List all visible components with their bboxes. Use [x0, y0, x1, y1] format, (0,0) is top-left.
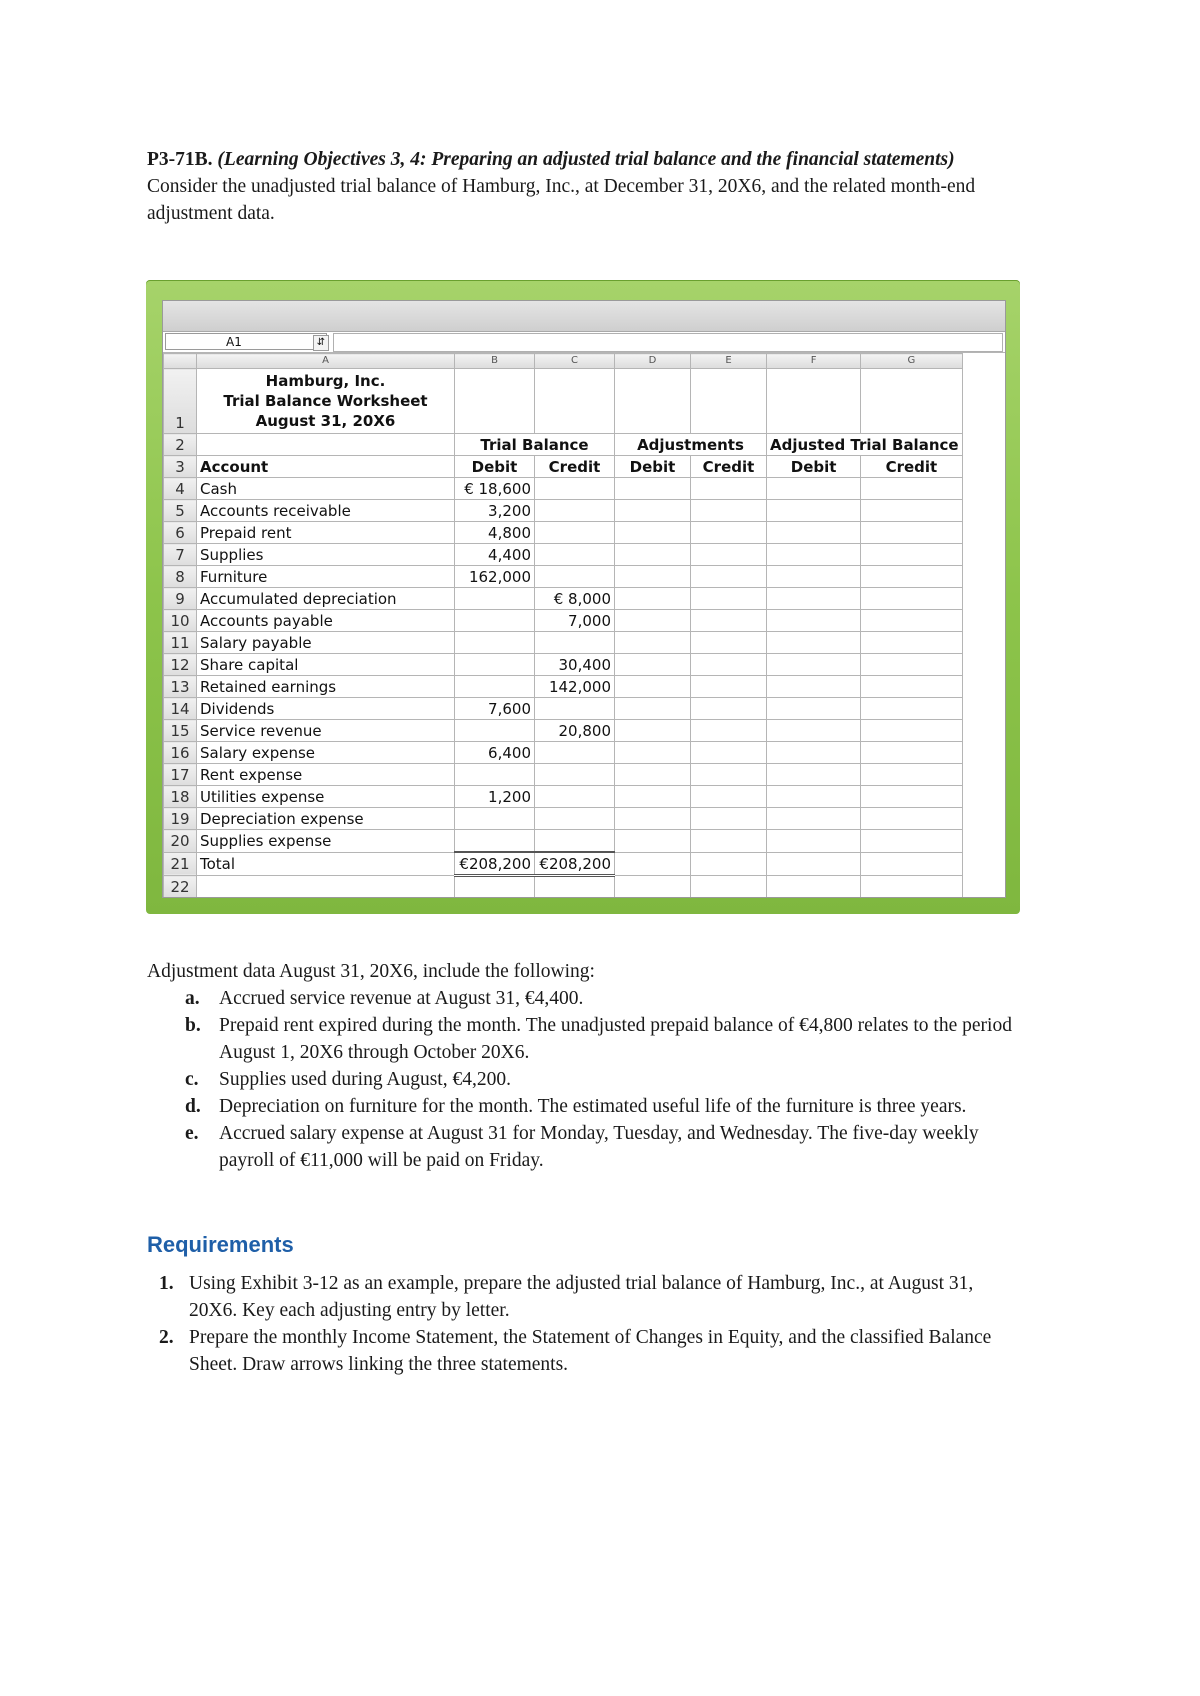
cell[interactable] [615, 830, 691, 853]
column-header[interactable]: A [197, 354, 455, 369]
column-header[interactable]: C [535, 354, 615, 369]
cell[interactable] [691, 786, 767, 808]
cell[interactable] [767, 720, 861, 742]
table-row [164, 876, 963, 899]
cell[interactable] [767, 369, 861, 434]
cell[interactable] [691, 610, 767, 632]
account-cell[interactable]: Accounts payable [197, 610, 455, 632]
cell[interactable] [767, 500, 861, 522]
adjustment-item [147, 985, 1027, 1012]
cell[interactable] [861, 876, 962, 899]
row-number[interactable]: 17 [164, 764, 197, 786]
problem-intro [147, 146, 997, 227]
debit-header: Debit [455, 456, 535, 478]
credit-cell[interactable] [535, 522, 615, 544]
cell[interactable] [767, 632, 861, 654]
adjusted-trial-balance-header: Adjusted Trial Balance [767, 434, 963, 456]
requirement-item [147, 1324, 1007, 1378]
cell[interactable] [615, 698, 691, 720]
row-number[interactable]: 9 [164, 588, 197, 610]
table-row [164, 610, 963, 632]
table-row [164, 566, 963, 588]
table-row [164, 522, 963, 544]
cell[interactable] [691, 830, 767, 853]
cell[interactable] [861, 522, 962, 544]
cell[interactable] [861, 610, 962, 632]
adjustment-text: Depreciation on furniture for the month. The estimated useful life of the furniture is three years. [219, 1096, 967, 1117]
requirement-item [147, 1270, 1007, 1324]
cell[interactable] [615, 676, 691, 698]
credit-cell[interactable] [535, 698, 615, 720]
account-cell[interactable]: Salary expense [197, 742, 455, 764]
row-number[interactable]: 5 [164, 500, 197, 522]
cell[interactable] [767, 742, 861, 764]
name-box[interactable]: A1 [165, 333, 327, 350]
cell[interactable] [615, 808, 691, 830]
cell[interactable] [861, 720, 962, 742]
cell[interactable] [861, 698, 962, 720]
row-number[interactable]: 16 [164, 742, 197, 764]
adjustment-item [147, 1066, 1027, 1093]
cell[interactable] [691, 566, 767, 588]
row-number[interactable]: 2 [164, 434, 197, 456]
credit-cell[interactable] [535, 478, 615, 500]
credit-cell[interactable] [535, 764, 615, 786]
spreadsheet [162, 300, 1006, 898]
cell[interactable] [691, 522, 767, 544]
debit-cell[interactable]: 6,400 [455, 742, 535, 764]
adjustment-label: b. [185, 1015, 201, 1036]
adjustment-text: Accrued salary expense at August 31 for Monday, Tuesday, and Wednesday. The five-day weekly payroll of €11,000 will be paid on Friday. [219, 1123, 979, 1171]
adjustment-list [147, 985, 1027, 1174]
account-cell[interactable]: Depreciation expense [197, 808, 455, 830]
table-row [164, 588, 963, 610]
credit-header: Credit [861, 456, 962, 478]
debit-cell[interactable] [455, 808, 535, 830]
cell[interactable] [615, 852, 691, 876]
adjustment-label: d. [185, 1096, 201, 1117]
table-row [164, 808, 963, 830]
adjustment-item [147, 1093, 1027, 1120]
row-number[interactable]: 11 [164, 632, 197, 654]
row-number[interactable]: 4 [164, 478, 197, 500]
debit-cell[interactable] [455, 764, 535, 786]
account-cell[interactable]: Salary payable [197, 632, 455, 654]
cell[interactable] [767, 808, 861, 830]
cell[interactable] [767, 478, 861, 500]
adjustment-intro: Adjustment data August 31, 20X6, include the following: [147, 961, 595, 982]
table-row [164, 676, 963, 698]
credit-header: Credit [691, 456, 767, 478]
credit-cell[interactable] [535, 566, 615, 588]
cell[interactable] [615, 522, 691, 544]
problem-text: Consider the unadjusted trial balance of Hamburg, Inc., at December 31, 20X6, and the related month-end adjustment data. [147, 176, 976, 224]
table-row [164, 434, 963, 456]
table-row [164, 654, 963, 676]
account-rows [164, 478, 963, 876]
adjustment-text: Prepaid rent expired during the month. The unadjusted prepaid balance of €4,800 relates to the period August 1, 20X6 through October 20X6. [219, 1015, 1012, 1063]
select-all-corner[interactable] [164, 354, 197, 369]
table-row [164, 786, 963, 808]
spreadsheet-toolbar [163, 301, 1005, 332]
cell[interactable] [615, 786, 691, 808]
cell[interactable] [767, 654, 861, 676]
debit-cell[interactable]: 7,600 [455, 698, 535, 720]
cell[interactable] [861, 544, 962, 566]
cell[interactable] [535, 369, 615, 434]
debit-cell[interactable] [455, 610, 535, 632]
requirements-heading: Requirements [147, 1232, 294, 1257]
cell[interactable] [691, 852, 767, 876]
cell[interactable] [861, 654, 962, 676]
debit-cell[interactable] [455, 720, 535, 742]
cell[interactable] [615, 478, 691, 500]
cell[interactable] [615, 654, 691, 676]
account-cell[interactable]: Prepaid rent [197, 522, 455, 544]
debit-cell[interactable]: 162,000 [455, 566, 535, 588]
worksheet-date: August 31, 20X6 [255, 412, 396, 430]
requirement-number: 2. [159, 1327, 174, 1348]
cell[interactable] [767, 786, 861, 808]
row-number[interactable]: 21 [164, 852, 197, 876]
account-cell[interactable]: Furniture [197, 566, 455, 588]
credit-cell[interactable] [535, 830, 615, 853]
cell[interactable] [767, 698, 861, 720]
debit-cell[interactable]: € 18,600 [455, 478, 535, 500]
column-header[interactable]: G [861, 354, 962, 369]
cell[interactable] [615, 876, 691, 899]
table-row [164, 764, 963, 786]
table-row [164, 456, 963, 478]
cell[interactable] [861, 566, 962, 588]
requirements [147, 1270, 1007, 1378]
row-number[interactable]: 18 [164, 786, 197, 808]
credit-cell[interactable] [535, 742, 615, 764]
cell[interactable] [615, 720, 691, 742]
adjustment-label: c. [185, 1069, 199, 1090]
debit-cell[interactable] [455, 830, 535, 853]
row-number[interactable]: 3 [164, 456, 197, 478]
adjustment-label: e. [185, 1123, 199, 1144]
cell[interactable] [767, 588, 861, 610]
debit-cell[interactable] [455, 588, 535, 610]
requirement-text: Using Exhibit 3-12 as an example, prepare the adjusted trial balance of Hamburg, Inc., at August 31, 20X6. Key each adjusting entry by letter. [189, 1273, 974, 1321]
adjustments-header: Adjustments [615, 434, 767, 456]
cell[interactable] [861, 786, 962, 808]
worksheet-title [197, 369, 455, 434]
row-number[interactable]: 10 [164, 610, 197, 632]
debit-cell[interactable] [455, 676, 535, 698]
account-cell[interactable]: Cash [197, 478, 455, 500]
cell[interactable] [615, 544, 691, 566]
cell[interactable] [691, 698, 767, 720]
cell[interactable] [615, 610, 691, 632]
credit-cell[interactable] [535, 808, 615, 830]
cell[interactable] [691, 720, 767, 742]
column-header[interactable]: E [691, 354, 767, 369]
problem-number: P3-71B. [147, 149, 213, 170]
credit-cell[interactable]: 30,400 [535, 654, 615, 676]
column-header-row [164, 354, 963, 369]
table-row [164, 632, 963, 654]
debit-cell[interactable] [455, 654, 535, 676]
cell[interactable] [861, 478, 962, 500]
row-number[interactable]: 19 [164, 808, 197, 830]
row-number[interactable]: 1 [164, 369, 197, 434]
cell[interactable] [861, 808, 962, 830]
cell[interactable] [767, 852, 861, 876]
cell[interactable] [861, 742, 962, 764]
cell[interactable] [767, 876, 861, 899]
credit-cell[interactable]: 142,000 [535, 676, 615, 698]
cell[interactable] [197, 434, 455, 456]
requirement-text: Prepare the monthly Income Statement, the Statement of Changes in Equity, and the classified Balance Sheet. Draw arrows linking the three statements. [189, 1327, 992, 1375]
debit-cell[interactable]: 3,200 [455, 500, 535, 522]
cell[interactable] [691, 588, 767, 610]
cell[interactable] [691, 654, 767, 676]
debit-cell[interactable]: 1,200 [455, 786, 535, 808]
formula-bar [163, 332, 1005, 353]
cell[interactable] [861, 588, 962, 610]
cell[interactable] [615, 369, 691, 434]
row-number[interactable]: 6 [164, 522, 197, 544]
row-number[interactable]: 14 [164, 698, 197, 720]
account-cell[interactable]: Accumulated depreciation [197, 588, 455, 610]
cell[interactable] [691, 369, 767, 434]
credit-cell[interactable]: € 8,000 [535, 588, 615, 610]
debit-cell[interactable]: 4,400 [455, 544, 535, 566]
adjustment-text: Supplies used during August, €4,200. [219, 1069, 511, 1090]
credit-cell[interactable] [535, 500, 615, 522]
column-header[interactable]: F [767, 354, 861, 369]
cell[interactable] [455, 369, 535, 434]
cell[interactable] [615, 588, 691, 610]
credit-cell[interactable]: 20,800 [535, 720, 615, 742]
cell[interactable] [691, 676, 767, 698]
cell[interactable] [861, 676, 962, 698]
account-cell[interactable]: Utilities expense [197, 786, 455, 808]
row-number[interactable]: 12 [164, 654, 197, 676]
account-column-header: Account [197, 456, 455, 478]
table-row [164, 500, 963, 522]
cell[interactable] [767, 522, 861, 544]
account-cell[interactable]: Supplies [197, 544, 455, 566]
account-cell[interactable]: Rent expense [197, 764, 455, 786]
requirement-number: 1. [159, 1273, 174, 1294]
cell[interactable] [691, 544, 767, 566]
row-number[interactable]: 22 [164, 876, 197, 899]
table-row [164, 830, 963, 853]
cell[interactable] [691, 764, 767, 786]
cell[interactable] [861, 500, 962, 522]
cell[interactable] [767, 764, 861, 786]
cell[interactable] [767, 610, 861, 632]
account-cell[interactable]: Total [197, 852, 455, 876]
credit-header: Credit [535, 456, 615, 478]
cell[interactable] [861, 632, 962, 654]
requirements-list [147, 1270, 1007, 1378]
worksheet-grid [163, 353, 963, 898]
row-number[interactable]: 7 [164, 544, 197, 566]
credit-cell[interactable] [535, 544, 615, 566]
cell[interactable] [767, 566, 861, 588]
cell[interactable] [691, 478, 767, 500]
debit-cell[interactable]: €208,200 [455, 852, 535, 876]
account-cell[interactable]: Retained earnings [197, 676, 455, 698]
trial-balance-header: Trial Balance [455, 434, 615, 456]
cell[interactable] [861, 764, 962, 786]
adjustment-data [147, 958, 1027, 1174]
cell[interactable] [535, 876, 615, 899]
table-row [164, 852, 963, 876]
credit-cell[interactable] [535, 632, 615, 654]
debit-header: Debit [615, 456, 691, 478]
debit-cell[interactable]: 4,800 [455, 522, 535, 544]
cell[interactable] [861, 852, 962, 876]
adjustment-item [147, 1012, 1027, 1066]
debit-cell[interactable] [455, 632, 535, 654]
adjustment-label: a. [185, 988, 200, 1009]
company-name: Hamburg, Inc. [265, 372, 386, 390]
worksheet-name: Trial Balance Worksheet [223, 392, 428, 410]
row-number[interactable]: 8 [164, 566, 197, 588]
cell[interactable] [691, 742, 767, 764]
table-row [164, 742, 963, 764]
cell[interactable] [615, 566, 691, 588]
cell[interactable] [615, 764, 691, 786]
cell[interactable] [861, 830, 962, 853]
adjustment-text: Accrued service revenue at August 31, €4,400. [219, 988, 584, 1009]
cell[interactable] [767, 830, 861, 853]
credit-cell[interactable]: €208,200 [535, 852, 615, 876]
cell[interactable] [861, 369, 962, 434]
table-row [164, 478, 963, 500]
column-header[interactable]: B [455, 354, 535, 369]
account-cell[interactable]: Service revenue [197, 720, 455, 742]
cell[interactable] [691, 808, 767, 830]
column-header[interactable]: D [615, 354, 691, 369]
credit-cell[interactable] [535, 786, 615, 808]
row-number[interactable]: 15 [164, 720, 197, 742]
account-cell[interactable]: Supplies expense [197, 830, 455, 853]
cell[interactable] [691, 632, 767, 654]
cell[interactable] [615, 500, 691, 522]
row-number[interactable]: 13 [164, 676, 197, 698]
name-box-stepper-icon[interactable]: ⇵ [313, 335, 329, 351]
table-row [164, 544, 963, 566]
cell[interactable] [197, 876, 455, 899]
credit-cell[interactable]: 7,000 [535, 610, 615, 632]
account-cell[interactable]: Accounts receivable [197, 500, 455, 522]
adjustment-item [147, 1120, 1027, 1174]
cell[interactable] [615, 742, 691, 764]
table-row [164, 698, 963, 720]
learning-objectives: (Learning Objectives 3, 4: Preparing an adjusted trial balance and the financial statements) [217, 149, 955, 170]
table-row [164, 369, 963, 434]
cell[interactable] [691, 876, 767, 899]
debit-header: Debit [767, 456, 861, 478]
cell[interactable] [767, 676, 861, 698]
cell[interactable] [615, 632, 691, 654]
cell[interactable] [767, 544, 861, 566]
account-cell[interactable]: Share capital [197, 654, 455, 676]
row-number[interactable]: 20 [164, 830, 197, 853]
account-cell[interactable]: Dividends [197, 698, 455, 720]
table-row [164, 720, 963, 742]
cell[interactable] [691, 500, 767, 522]
cell[interactable] [455, 876, 535, 899]
formula-input[interactable] [333, 333, 1003, 352]
